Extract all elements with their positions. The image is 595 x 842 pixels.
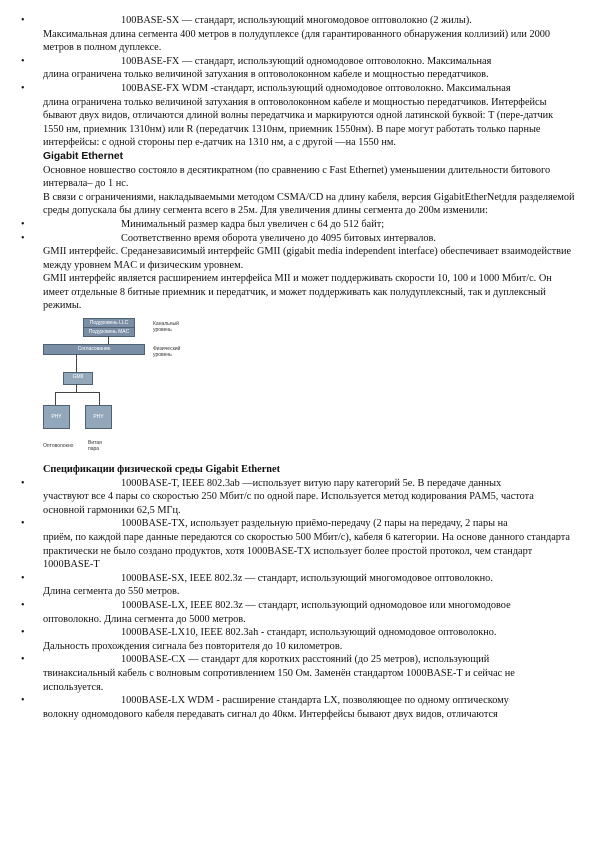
connector-line bbox=[55, 392, 100, 393]
list-item-first-line: 1000BASE-T, IEEE 802.3ab —использует витую пару категорий 5e. В передаче данных bbox=[121, 477, 502, 489]
connector-line bbox=[76, 354, 77, 372]
reconciliation-box: Согласование bbox=[43, 344, 145, 355]
bullet-icon: • bbox=[21, 572, 25, 584]
bullet-icon: • bbox=[21, 477, 25, 489]
paragraph: GMII интерфейс является расширением интерфейса MII и может поддерживать скорости 10, 100 и 1000 Мбит/с. Он имеет отдельные 8 битные приемник и передатчик, и может поддерживать как полудуплексный, так и дуплексный режимы. bbox=[43, 273, 552, 312]
bullet-icon: • bbox=[21, 232, 25, 244]
list-item-first-line: 1000BASE-LX WDM - расширение стандарта LX, позволяющее по одному оптическому bbox=[121, 695, 509, 707]
list-item-first-line: 1000BASE-LX, IEEE 802.3z — стандарт, использующий одномодовое или многомодовое bbox=[121, 600, 511, 611]
list-item-text: Дальность прохождения сигнала без повторителя до 10 километров. bbox=[43, 640, 343, 652]
connector-line bbox=[99, 392, 100, 405]
bullet-icon: • bbox=[21, 600, 25, 611]
note-physical-layer: Физический уровень bbox=[153, 346, 181, 359]
list-item bbox=[0, 218, 595, 232]
list-item-first-line: 1000BASE-LX10, IEEE 802.3ah - стандарт, использующий одномодовое оптоволокно. bbox=[121, 627, 497, 639]
list-item-first-line: 100BASE-SX — стандарт, использующий многомодовое оптоволокно (2 жилы). bbox=[121, 15, 472, 26]
connector-line bbox=[76, 384, 77, 392]
note-fiber: Оптоволокно bbox=[43, 443, 74, 450]
list-item-text: Соответственно время оборота увеличено до 4095 битовых интервалов. bbox=[121, 232, 436, 244]
list-item bbox=[0, 599, 595, 626]
connector-line bbox=[108, 336, 109, 344]
bullet-icon: • bbox=[21, 695, 25, 707]
note-link-layer: Канальный уровень bbox=[153, 321, 179, 334]
list-item bbox=[0, 232, 595, 246]
section-heading: Gigabit Ethernet bbox=[43, 150, 124, 162]
document-page bbox=[0, 14, 595, 721]
list-item bbox=[0, 14, 595, 55]
list-item-first-line: 100BASE-FX WDM -стандарт, использующий одномодовое оптоволокно. Максимальная bbox=[121, 82, 511, 94]
paragraph: В связи с ограничениями, накладываемыми методом CSMA/CD на длину кабеля, версия GigabitEtherNetдля разделяемой среды допускала бы длину сегмента всего в 25м. Для увеличения длины сегмента до 200м изменили: bbox=[43, 191, 575, 217]
phy-box-left: PHY bbox=[43, 405, 70, 429]
section-heading: Спецификации физической среды Gigabit Ethernet bbox=[43, 464, 281, 476]
list-item-text: длина ограничена только величиной затухания в оптоволоконном кабеле и мощностью передатчиков. Интерфейсы бывают двух видов, отличаются длиной волны передатчика и маркируются одной латинской буквой: T (пере-датчик 1550 нм, приемник 1310нм) или R (передатчик 1310нм, приемник 1550нм). В паре могут работать только парные интерфейсы: с одной стороны пер е-датчик на 1310 нм, а с другой —на 1550 нм. bbox=[43, 96, 554, 149]
list-item-text: длина ограничена только величиной затухания в оптоволоконном кабеле и мощностью передатчиков. bbox=[43, 69, 489, 81]
phy-box-right: PHY bbox=[85, 405, 112, 429]
list-item bbox=[0, 694, 595, 721]
list-item-first-line: 1000BASE-CX — стандарт для коротких расстояний (до 25 метров), использующий bbox=[121, 654, 490, 666]
bullet-icon: • bbox=[21, 55, 25, 67]
connector-line bbox=[55, 392, 56, 405]
note-twisted-pair: Витая пара bbox=[88, 440, 102, 453]
gmii-diagram bbox=[43, 313, 243, 463]
bullet-icon: • bbox=[21, 654, 25, 666]
list-item bbox=[0, 572, 595, 599]
list-item-text: твинаксиальный кабель с волновым сопротивлением 150 Ом. Заменён стандартом 1000BASE-T и сейчас не используется. bbox=[43, 667, 515, 693]
list-item-first-line: 100BASE-FX — стандарт, использующий одномодовое оптоволокно. Максимальная bbox=[121, 55, 492, 67]
list-item-text: Максимальная длина сегмента 400 метров в полудуплексе (для гарантированного обнаружения коллизий) или 2000 метров в полном дуплексе. bbox=[43, 28, 551, 54]
bullet-icon: • bbox=[21, 15, 25, 26]
bullet-icon: • bbox=[21, 82, 25, 94]
bullet-icon: • bbox=[21, 627, 25, 639]
list-item-text: приём, по каждой паре данные передаются со скоростью 500 Мбит/с), кабеля 6 категории. На основе данного стандарта практически не было создано продуктов, хотя 1000BASE-TX использует более простой протокол, чем стандарт 1000BASE-T bbox=[43, 532, 570, 571]
list-item bbox=[0, 82, 595, 150]
list-item-first-line: 1000BASE-TX, использует раздельную приёмо-передачу (2 пары на передачу, 2 пары на bbox=[121, 518, 508, 530]
list-item-text: волокну одномодового кабеля передавать сигнал до 40км. Интерфейсы бывают двух видов, отличаются bbox=[43, 708, 498, 720]
list-item bbox=[0, 653, 595, 694]
llc-box: Подуровень LLC bbox=[83, 318, 135, 328]
list-item-text: участвуют все 4 пары со скоростью 250 Мбит/с по одной паре. Используется метод кодирования PAM5, частота основной гармоники 62,5 МГц. bbox=[43, 491, 534, 516]
mac-box: Подуровень MAC bbox=[83, 327, 135, 337]
list-item bbox=[0, 517, 595, 571]
list-item bbox=[0, 55, 595, 82]
list-item-text: Длина сегмента до 550 метров. bbox=[43, 586, 180, 598]
list-item-text: Минимальный размер кадра был увеличен с 64 до 512 байт; bbox=[121, 218, 385, 230]
list-item-first-line: 1000BASE-SX, IEEE 802.3z — стандарт, использующий многомодовое оптоволокно. bbox=[121, 572, 493, 584]
gmii-box: GMII bbox=[63, 372, 93, 385]
paragraph: GMII интерфейс. Среданезависимый интерфейс GMII (gigabit media independent interface) обеспечивает взаимодействие между уровнем MAC и физическим уровнем. bbox=[43, 246, 572, 271]
list-item-text: оптоволокно. Длина сегмента до 5000 метров. bbox=[43, 613, 246, 625]
list-item bbox=[0, 477, 595, 518]
bullet-icon: • bbox=[21, 518, 25, 530]
paragraph: Основное новшество состояло в десятикратном (по сравнению с Fast Ethernet) уменьшении длительности битового интервала– до 1 нс. bbox=[43, 164, 551, 190]
list-item bbox=[0, 626, 595, 653]
bullet-icon: • bbox=[21, 218, 25, 230]
